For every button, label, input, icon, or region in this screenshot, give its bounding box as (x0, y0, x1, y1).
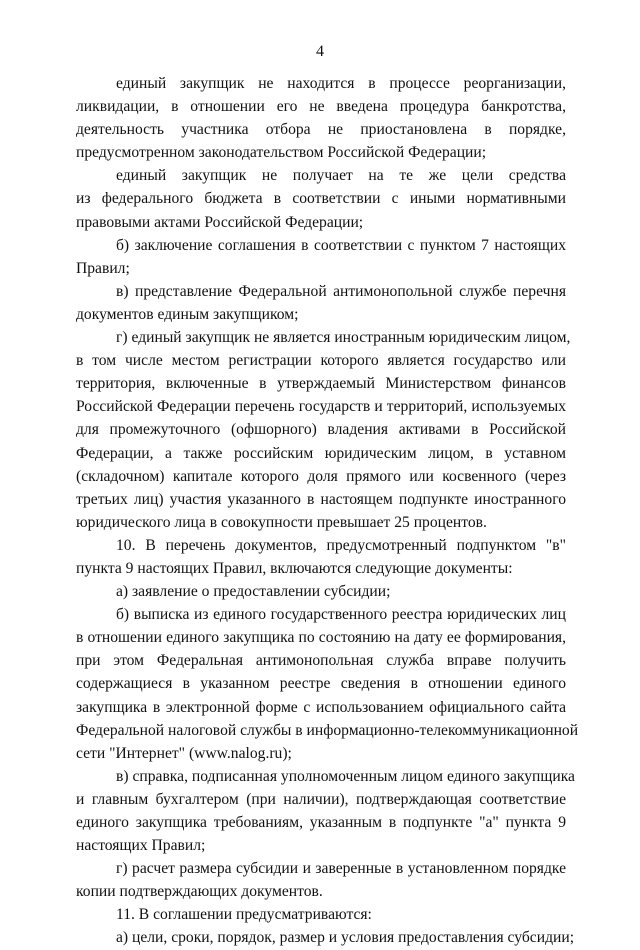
text-line: в том числе местом регистрации которого является государство или (76, 352, 566, 370)
text-line: б) заключение соглашения в соответствии с пунктом 7 настоящих (116, 236, 566, 254)
text-line: предусмотренном законодательством Российской Федерации; (76, 144, 487, 162)
text-line: для промежуточного (офшорного) владения активами в Российской (76, 421, 566, 439)
text-line: в отношении единого закупщика по состоянию на дату ее формирования, (76, 629, 566, 647)
text-line: в) справка, подписанная уполномоченным лицом единого закупщика (116, 767, 575, 785)
text-line: Российской Федерации перечень государств и территорий, используемых (76, 398, 566, 416)
document-body (76, 72, 579, 950)
text-line: и главным бухгалтером (при наличии), подтверждающая соответствие (76, 790, 566, 808)
text-line: документов единым закупщиком; (76, 305, 299, 323)
text-line: юридического лица в совокупности превышает 25 процентов. (76, 513, 487, 531)
text-line: (складочном) капитале которого доля прямого или косвенного (через (76, 467, 566, 485)
text-line: г) расчет размера субсидии и заверенные в установленном порядке (116, 860, 566, 878)
text-line: из федерального бюджета в соответствии с иными нормативными (76, 190, 566, 208)
text-line: Федерации, а также российским юридическим лицом, в уставном (76, 444, 566, 462)
text-line: единый закупщик не получает на те же цели средства (116, 167, 566, 185)
text-line: закупщика в электронной форме с использованием официального сайта (76, 698, 566, 716)
text-line: а) цели, сроки, порядок, размер и условия предоставления субсидии; (116, 929, 575, 947)
text-line: а) заявление о предоставлении субсидии; (116, 583, 391, 601)
text-line: единый закупщик не находится в процессе реорганизации, (116, 75, 566, 92)
text-line: при этом Федеральная антимонопольная служба вправе получить (76, 652, 566, 670)
text-line: единого закупщика требованиям, указанным в подпункте "а" пункта 9 (76, 814, 566, 831)
text-line: третьих лиц) участия указанного в настоящем подпункте иностранного (76, 490, 566, 508)
page-number: 4 (316, 43, 324, 60)
text-line: 10. В перечень документов, предусмотренный подпунктом "в" (116, 536, 566, 554)
text-line: территория, включенные в утверждаемый Министерством финансов (76, 375, 566, 393)
text-line: копии подтверждающих документов. (76, 883, 323, 901)
text-line: сети "Интернет" (www.nalog.ru); (76, 744, 292, 762)
text-line: Правил; (76, 259, 130, 277)
text-line: 11. В соглашении предусматриваются: (116, 906, 372, 924)
text-line: г) единый закупщик не является иностранным юридическим лицом, (116, 329, 571, 347)
text-line: настоящих Правил; (76, 837, 206, 855)
text-line: пункта 9 настоящих Правил, включаются следующие документы: (76, 559, 513, 577)
text-line: правовыми актами Российской Федерации; (76, 213, 364, 231)
text-line: содержащиеся в указанном реестре сведения в отношении единого (76, 675, 566, 693)
text-line: Федеральной налоговой службы в информационно-телекоммуникационной (76, 721, 579, 739)
text-line: в) представление Федеральной антимонопольной службе перечня (116, 282, 566, 300)
text-line: б) выписка из единого государственного реестра юридических лиц (116, 606, 566, 624)
text-line: ликвидации, в отношении его не введена процедура банкротства, (76, 98, 566, 116)
text-line: деятельность участника отбора не приостановлена в порядке, (76, 121, 566, 139)
